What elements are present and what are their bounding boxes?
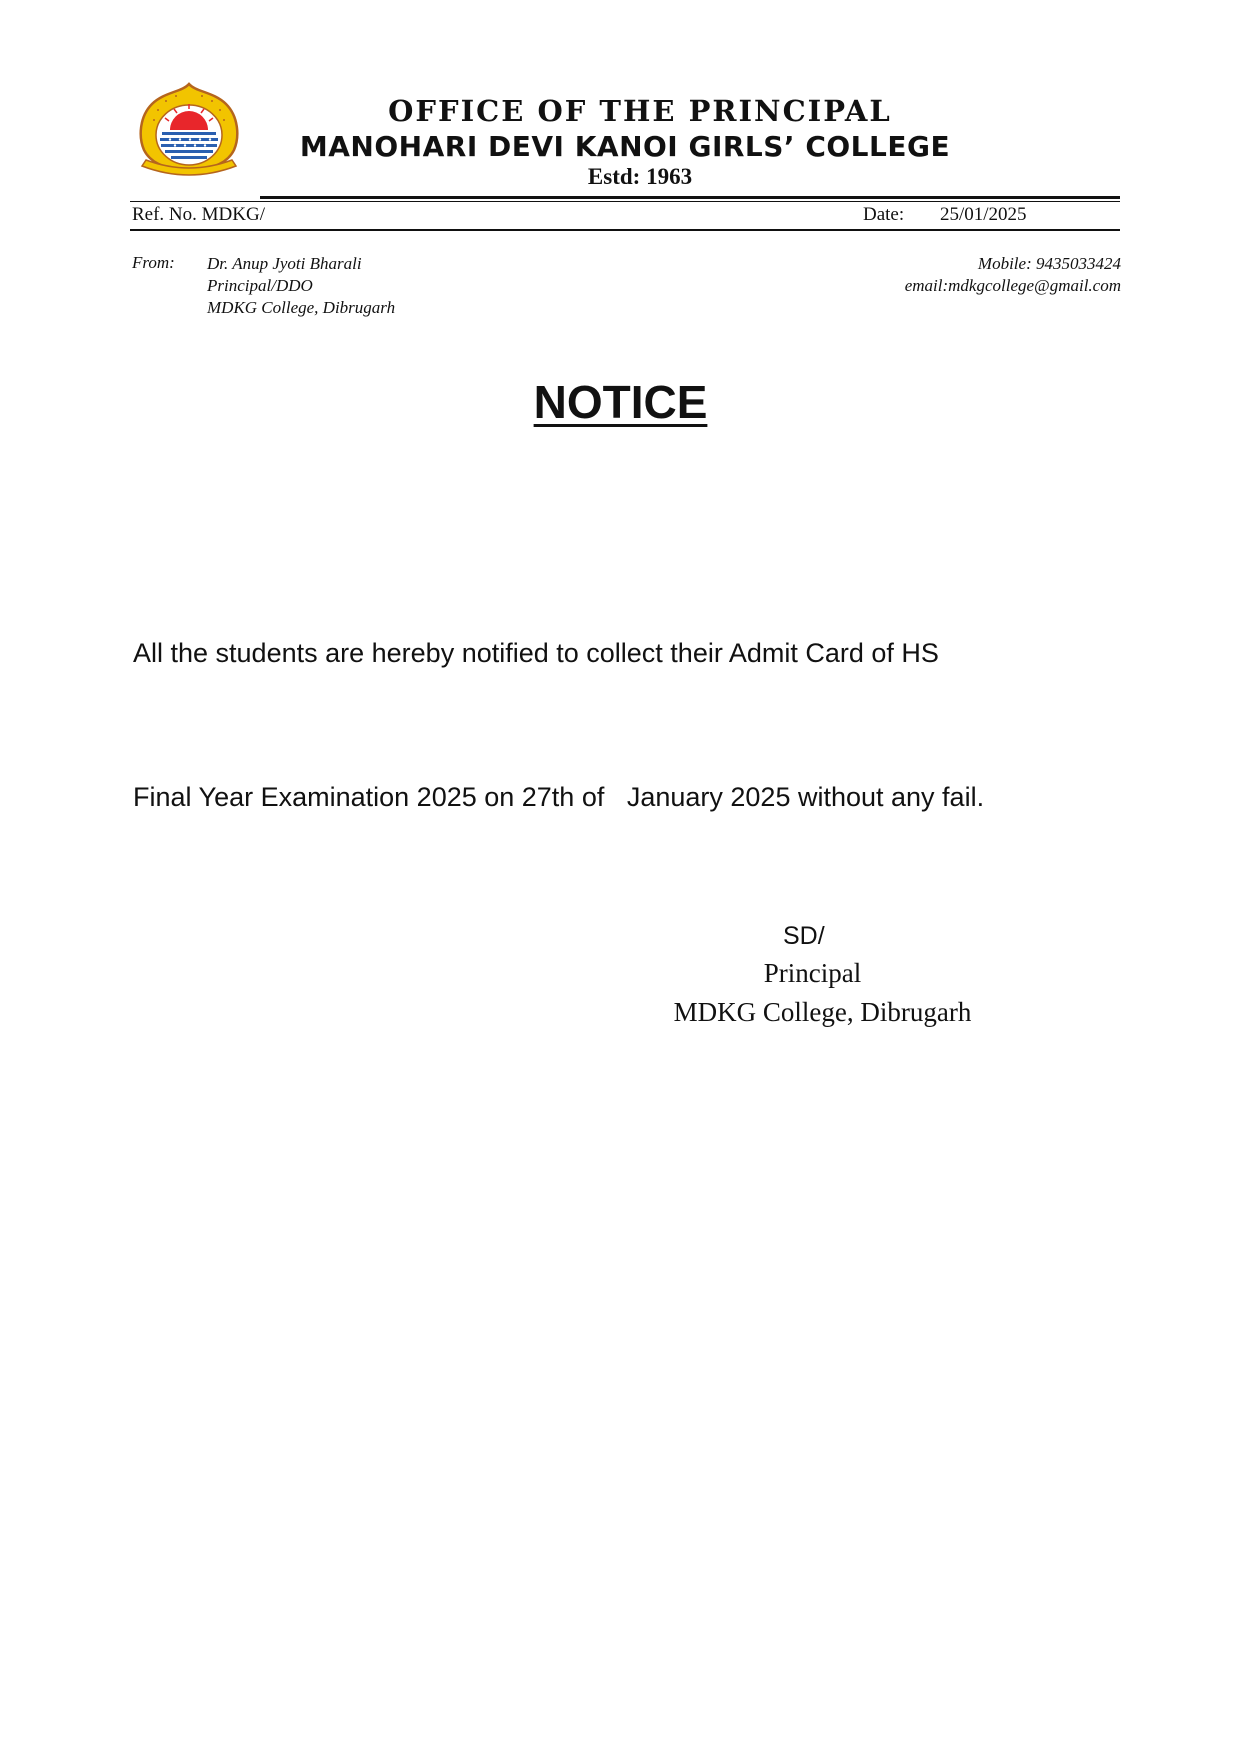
notice-heading — [0, 375, 1241, 429]
sender-institution: MDKG College, Dibrugarh — [207, 298, 396, 317]
notice-body-line-2: Final Year Examination 2025 on 27th of January 2025 without any fail. — [133, 782, 985, 812]
contact-details — [905, 253, 1121, 297]
notice-body — [133, 533, 1133, 869]
sender-name: Dr. Anup Jyoti Bharali — [207, 254, 362, 273]
signature-sd: SD/ — [783, 922, 825, 950]
notice-heading-text: NOTICE — [533, 376, 708, 428]
from-label: From: — [132, 253, 175, 272]
email-address: email:mdkgcollege@gmail.com — [904, 276, 1121, 295]
sender-designation: Principal/DDO — [207, 276, 313, 295]
established-year: Estd: 1963 — [587, 164, 693, 189]
college-name: MANOHARI DEVI KANOI GIRLS’ COLLEGE — [299, 130, 951, 163]
sender-details — [207, 253, 395, 319]
college-emblem-icon — [134, 80, 244, 188]
signature-title: Principal — [763, 958, 862, 988]
header-divider-bottom — [130, 229, 1120, 231]
date-value: 25/01/2025 — [940, 204, 1027, 225]
header-divider-mid — [130, 201, 1120, 202]
header-divider-top — [260, 196, 1120, 199]
signature-college: MDKG College, Dibrugarh — [673, 997, 972, 1027]
date-label: Date: — [863, 204, 905, 225]
mobile-number: Mobile: 9435033424 — [977, 254, 1121, 273]
office-title: OFFICE OF THE PRINCIPAL — [388, 94, 892, 128]
notice-body-line-1: All the students are hereby notified to collect their Admit Card of HS — [133, 638, 939, 668]
reference-number: Ref. No. MDKG/ — [132, 204, 265, 225]
